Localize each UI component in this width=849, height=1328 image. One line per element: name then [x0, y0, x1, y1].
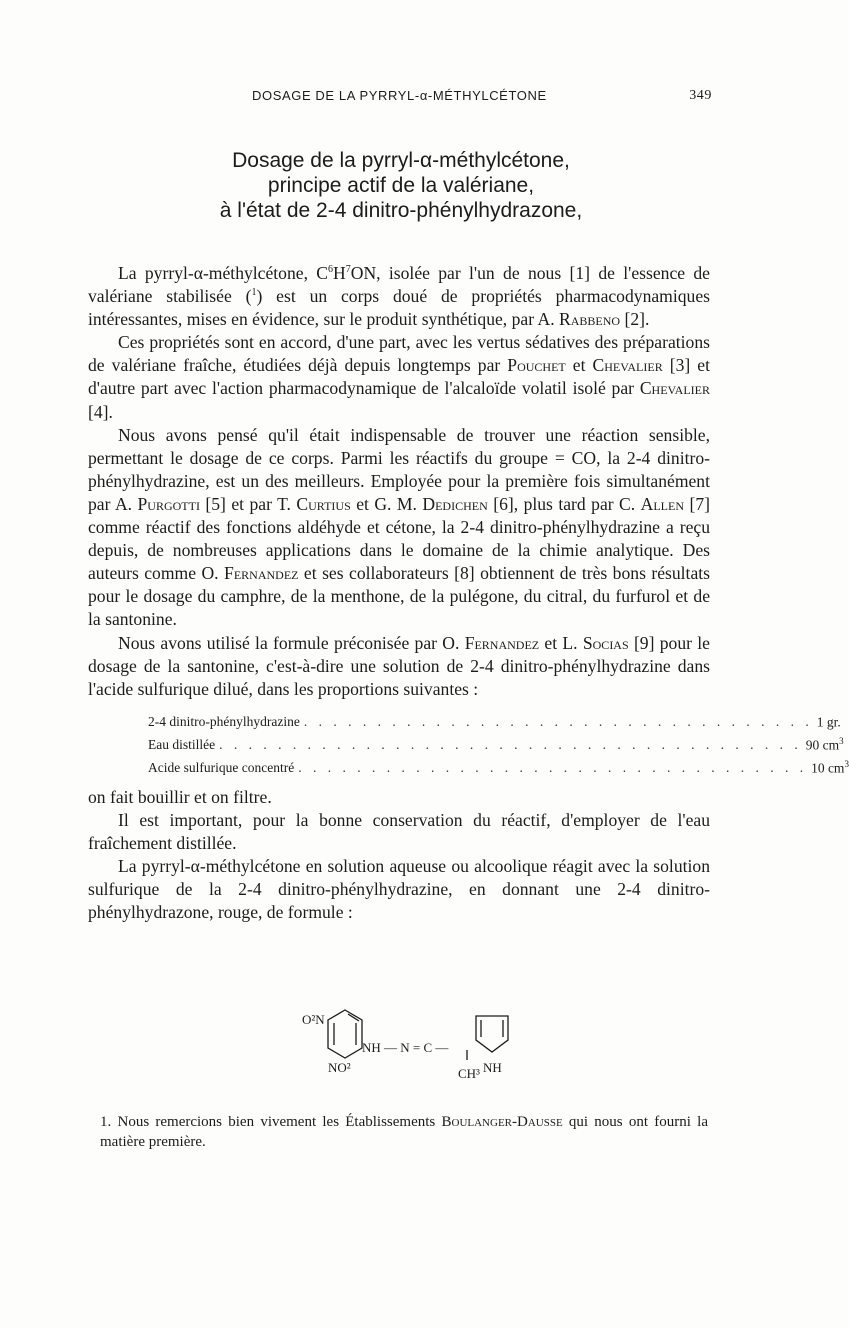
text: et L. — [539, 632, 583, 653]
running-title: DOSAGE DE LA PYRRYL-α-MÉTHYLCÉTONE — [252, 88, 547, 103]
nitro-group-label: O²N — [302, 1012, 325, 1027]
text: Nous remercions bien vivement les Établissements — [111, 1114, 442, 1130]
text: La pyrryl-α-méthylcétone, C — [118, 263, 329, 283]
paragraph-7: La pyrryl-α-méthylcétone en solution aqueuse ou alcoolique réagit avec la solution sulfurique de la 2-4 dinitro-phénylhydrazine, en donnant une 2-4 dinitro-phénylhydrazone, rouge, de formule : — [88, 856, 710, 923]
article-title-line-1: Dosage de la pyrryl-α-méthylcétone, — [232, 149, 570, 172]
author-name: Curtius — [296, 493, 351, 514]
text: [2]. — [620, 309, 650, 330]
footnote-ref: 1 — [251, 287, 257, 299]
paragraph-4 — [88, 632, 710, 701]
text: Nous avons pensé qu'il était indispensable de trouver une réaction sensible, permettant le dosage de ce corps. Parmi les réactifs du groupe = CO, la 2-4 dinitro-phénylhydrazine, est un des meilleurs. Employée pour la première fois simultanément par A. — [88, 424, 710, 514]
dot-leader: . . . . . . . . . . . . . . . . . . . . . . . . . . . . . . . . . . . — [298, 760, 808, 776]
text: qui nous ont fourni la matière première. — [100, 1114, 708, 1150]
dot-leader: . . . . . . . . . . . . . . . . . . . . . . . . . . . . . . . . . . . . . . . . — [219, 737, 802, 753]
recipe-row — [148, 709, 841, 732]
author-name: Fernandez — [464, 632, 540, 653]
text: [3] et d'autre part avec l'action pharmacodynamique de l'alcaloïde volatil isolé par — [88, 355, 710, 399]
pyrrole-nh-label: NH — [483, 1060, 502, 1075]
footnote-number: 1. — [100, 1114, 112, 1130]
author-name: Dedichen — [422, 493, 488, 514]
footnote-text — [100, 1112, 708, 1152]
author-name: Allen — [640, 493, 685, 514]
paragraph-1 — [88, 262, 710, 331]
hydrazone-structure-diagram — [300, 1006, 530, 1096]
text: ) est un corps doué de propriétés pharmacodynamiques intéressantes, mises en évidence, sur le produit synthétique, par A. — [88, 286, 711, 330]
text: et G. M. — [350, 493, 423, 514]
recipe-row — [148, 755, 849, 778]
nitro-group-label: NO² — [328, 1060, 351, 1075]
paragraph-3 — [88, 424, 710, 632]
paragraph-6: Il est important, pour la bonne conservation du réactif, d'employer de l'eau fraîchement distillée. — [88, 809, 710, 853]
recipe-quantity — [811, 755, 849, 778]
author-name: Chevalier — [592, 355, 663, 376]
author-name: Chevalier — [639, 378, 710, 399]
article-title-line-3: à l'état de 2-4 dinitro-phénylhydrazone, — [219, 199, 583, 222]
text: [5] et par T. — [199, 493, 297, 514]
text: [7] comme réactif des fonctions aldéhyde et cétone, la 2-4 dinitro-phénylhydrazine a reçu depuis, de nombreuses applications dans le domaine de la chimie analytique. Des auteurs comme O. — [88, 493, 710, 584]
quantity-value: 90 cm — [805, 737, 840, 753]
recipe-ingredient: 2-4 dinitro-phénylhydrazine — [148, 714, 300, 730]
reagent-recipe-table — [148, 709, 849, 778]
author-name: Purgotti — [137, 493, 200, 514]
company-name: Boulanger-Dausse — [441, 1114, 563, 1130]
text: et — [565, 355, 593, 376]
text: [4]. — [88, 401, 113, 422]
footnote — [100, 1112, 708, 1152]
author-name: Rabbeno — [559, 309, 621, 330]
text: ON, isolée par l'un de nous [1] de l'essence de valériane stabilisée ( — [88, 263, 710, 307]
superscript: 7 — [345, 264, 351, 276]
text: [9] pour le dosage de la santonine, c'est-à-dire une solution de 2-4 dinitro-phénylhydrazine dans l'acide sulfurique dilué, dans les proportions suivantes : — [88, 632, 710, 699]
paragraph-5: on fait bouillir et on filtre. — [88, 786, 272, 807]
superscript: 6 — [328, 264, 334, 276]
quantity-unit-exponent: 3 — [839, 735, 844, 746]
text: et ses collaborateurs [8] obtiennent de très bons résultats pour le dosage du camphre, de la menthone, de la pulégone, du citral, du furfurol et de la santonine. — [88, 563, 710, 630]
author-name: Fernandez — [224, 563, 299, 584]
dot-leader: . . . . . . . . . . . . . . . . . . . . . . . . . . . . . . . . . . . — [303, 714, 813, 730]
paragraph-2 — [88, 331, 710, 423]
text: [6], plus tard par C. — [487, 493, 641, 514]
article-title — [90, 148, 712, 223]
structural-formula — [300, 1006, 530, 1096]
benzene-ring — [328, 1010, 362, 1058]
quantity-value: 1 gr. — [816, 714, 841, 730]
recipe-quantity — [806, 732, 844, 755]
recipe-quantity — [817, 709, 841, 732]
article-body — [88, 262, 849, 924]
author-name: Pouchet — [507, 355, 566, 376]
text: H — [333, 263, 346, 283]
recipe-ingredient: Eau distillée — [148, 737, 216, 753]
quantity-value: 10 cm — [811, 760, 845, 776]
hydrazone-chain-label: NH — N = C — — [362, 1040, 449, 1055]
author-name: Socias — [582, 632, 629, 653]
page-number: 349 — [689, 88, 712, 103]
text: Ces propriétés sont en accord, d'une part, avec les vertus sédatives des préparations de valériane fraîche, étudiées déjà depuis longtemps par — [88, 332, 710, 376]
recipe-ingredient: Acide sulfurique concentré — [148, 760, 295, 776]
quantity-unit-exponent: 3 — [844, 758, 849, 769]
methyl-label: CH³ — [458, 1066, 480, 1081]
recipe-row — [148, 732, 844, 755]
article-title-line-2: principe actif de la valériane, — [267, 174, 535, 197]
text: Nous avons utilisé la formule préconisée par O. — [118, 632, 465, 653]
